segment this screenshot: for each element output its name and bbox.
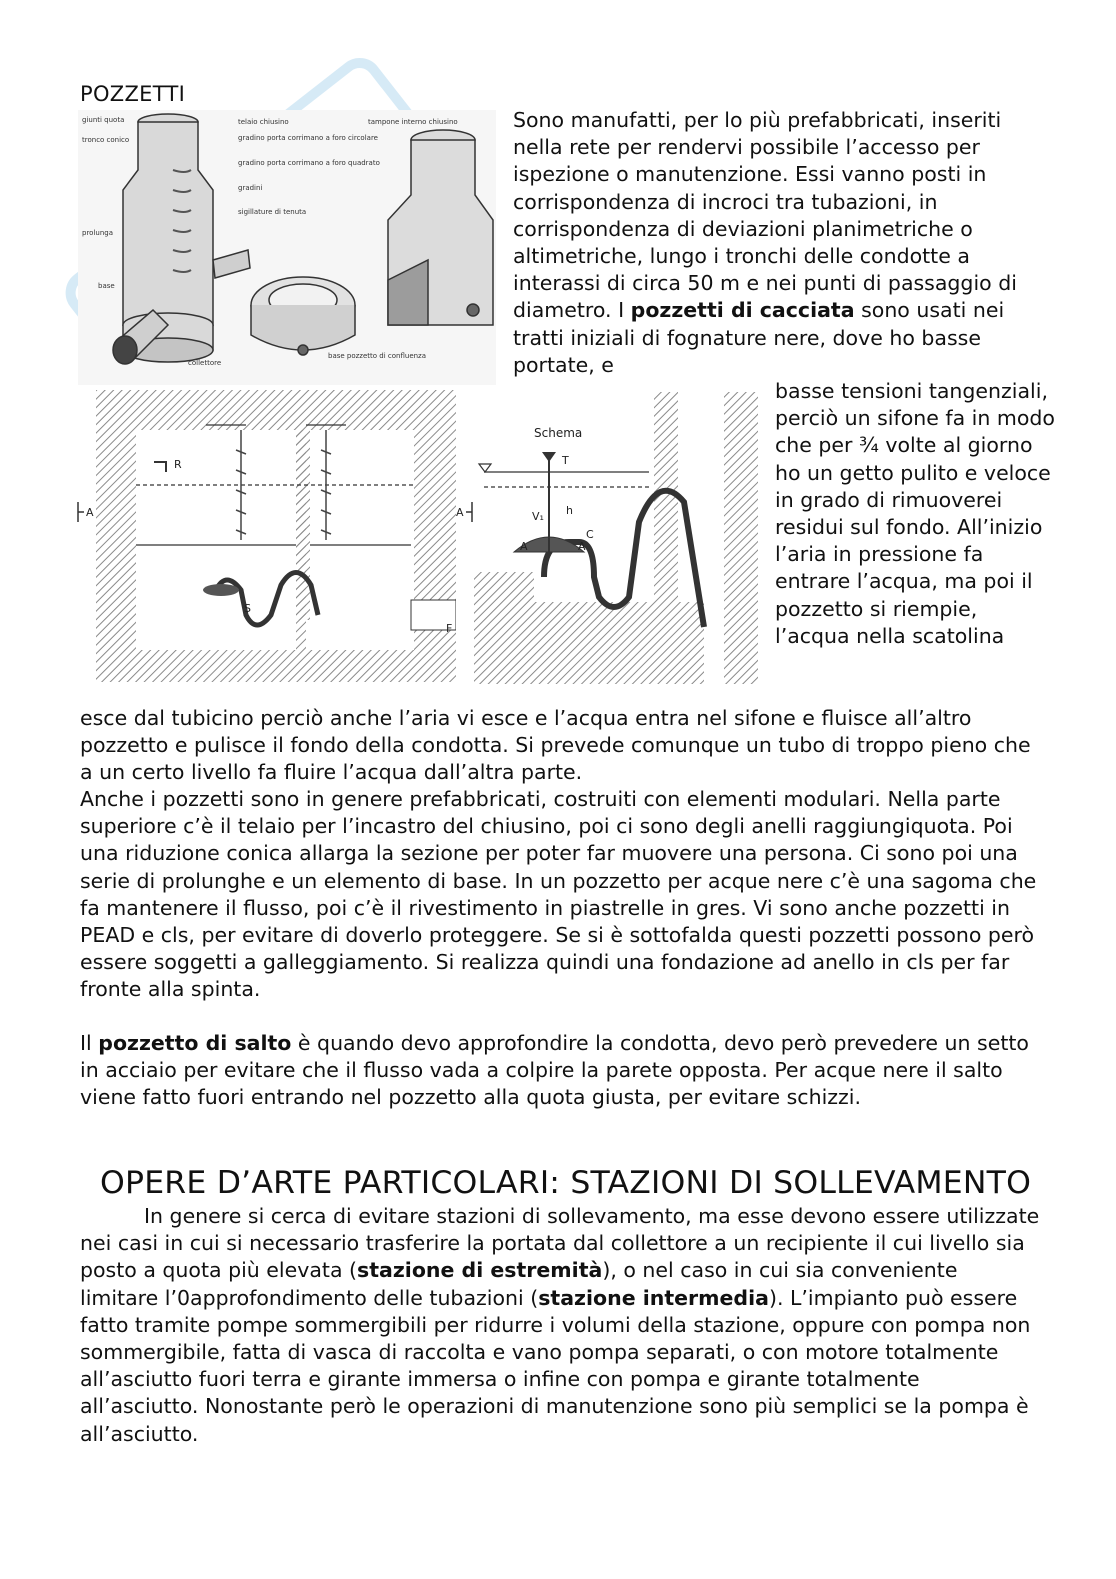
bold-term: pozzetto di salto — [98, 1031, 292, 1055]
continuation-paragraph: esce dal tubicino perciò anche l’aria vi esce e l’acqua entra nel sifone e fluisce all’altro pozzetto e pulisce il fondo della condotta. Si prevede comunque un tubo di troppo pieno che a un certo livello fa fluire l’acqua dall’altra parte. — [80, 706, 1031, 785]
text-run: ), o nel caso in cui sia conveniente limitare l’0approfondimento delle tubazioni ( — [80, 1258, 958, 1310]
label-a1: A — [520, 540, 528, 553]
label-s: S — [244, 602, 251, 615]
text-run: In genere si cerca di evitare stazioni di sollevamento, ma esse devono essere utilizzate nei casi in cui si necessario trasferire la portata dal collettore a un recipiente il cui livello sia posto a quota più elevata ( — [80, 1204, 1040, 1283]
siphon-schema-figure — [474, 392, 758, 684]
stations-paragraph — [80, 1203, 1040, 1448]
label-giunti: giunti quota — [82, 116, 125, 124]
section-heading-pozzetti: POZZETTI — [80, 82, 186, 106]
side-paragraph: basse tensioni tangenziali, perciò un sifone fa in modo che per ¾ volte al giorno ho un getto pulito e veloce in grado di rimuoverei residui sul fondo. All’inizio l’aria in pressione fa entrare l’acqua, ma poi il pozzetto si riempie, l’acqua nella scatolina — [775, 379, 1055, 648]
section-title-stazioni: OPERE D’ARTE PARTICOLARI: STAZIONI DI SOLLEVAMENTO — [100, 1165, 1032, 1201]
intro-paragraph — [513, 107, 1033, 379]
label-gradino-circ: gradino porta corrimano a foro circolare — [238, 134, 378, 142]
label-collettore: collettore — [188, 359, 222, 367]
label-r: R — [174, 458, 182, 471]
bold-term: pozzetti di cacciata — [630, 298, 855, 323]
svg-text:A: A — [456, 506, 464, 519]
label-prolunga: prolunga — [82, 229, 114, 237]
label-t: T — [562, 454, 569, 467]
svg-text:A: A — [86, 506, 94, 519]
text-run: ). L’impianto può essere fatto tramite pompe sommergibili per ridurre i volumi della stazione, oppure con pompa non sommergibile, fatta di vasca di raccolta e vano pompa separati, o con motore totalmente all’asciutto fuori terra e girante immersa o infine con pompa e girante totalmente all’asciutto. Nonostante però le operazioni di manutenzione sono più semplici se la pompa è all’asciutto. — [80, 1285, 1031, 1446]
salto-paragraph — [80, 1030, 1040, 1112]
label-v1: V₁ — [532, 510, 544, 523]
text-run: è quando devo approfondire la condotta, devo però prevedere un setto in acciaio per evitare che il flusso vada a colpire la parete opposta. Per acque nere il salto viene fatto fuori entrando nel pozzetto alla quota giusta, per evitare schizzi. — [80, 1031, 1029, 1110]
section-marker-a-right — [454, 500, 476, 524]
bold-term: stazione intermedia — [538, 1285, 769, 1310]
label-h: h — [566, 504, 573, 517]
label-sigillature: sigillature di tenuta — [238, 208, 307, 216]
flushing-manhole-section-figure — [96, 390, 456, 682]
text-run: sono usati nei tratti iniziali di fognature nere, dove ho basse portate, e — [513, 298, 1005, 377]
label-gradini: gradini — [238, 184, 263, 192]
label-base-confluenza: base pozzetto di confluenza — [328, 352, 427, 360]
modular-paragraph: Anche i pozzetti sono in genere prefabbricati, costruiti con elementi modulari. Nella parte superiore c’è il telaio per l’incastro del chiusino, poi ci sono degli anelli raggiungiquota. Poi una riduzione conica allarga la sezione per poter far muovere una persona. Ci sono poi una serie di prolunghe e un elemento di base. In un pozzetto per acque nere c’è una sagoma che fa mantenere il flusso, poi c’è il rivestimento in piastrelle in gres. Vi sono anche pozzetti in PEAD e cls, per evitare di doverlo proteggere. Se si è sottofalda questi pozzetti possono però essere soggetti a galleggiamento. Si realizza quindi una fondazione ad anello in cls per far fronte alla spinta. — [80, 787, 1037, 1002]
label-gradino-quad: gradino porta corrimano a foro quadrato — [238, 159, 380, 167]
manhole-components-figure — [78, 110, 496, 385]
label-c: C — [586, 528, 594, 541]
bold-term: stazione di estremità — [357, 1258, 603, 1283]
label-cono: tronco conico — [82, 136, 130, 144]
text-run: Il — [80, 1031, 99, 1055]
section-marker-a-left — [76, 500, 98, 524]
label-schema: Schema — [534, 426, 583, 440]
label-tampone: tampone interno chiusino — [368, 118, 458, 126]
label-telaio: telaio chiusino — [238, 118, 289, 126]
label-f: F — [446, 622, 453, 635]
label-a2: A — [578, 540, 586, 553]
text-run: Sono manufatti, per lo più prefabbricati, inseriti nella rete per rendervi possibile l’accesso per ispezione o manutenzione. Essi vanno posti in corrispondenza di incroci tra tubazioni, in corrispondenza di deviazioni planimetriche o altimetriche, lungo i tronchi delle condotte a interassi di circa 50 m e nei punti di passaggio di diametro. I — [513, 108, 1017, 323]
label-base: base — [98, 282, 115, 290]
